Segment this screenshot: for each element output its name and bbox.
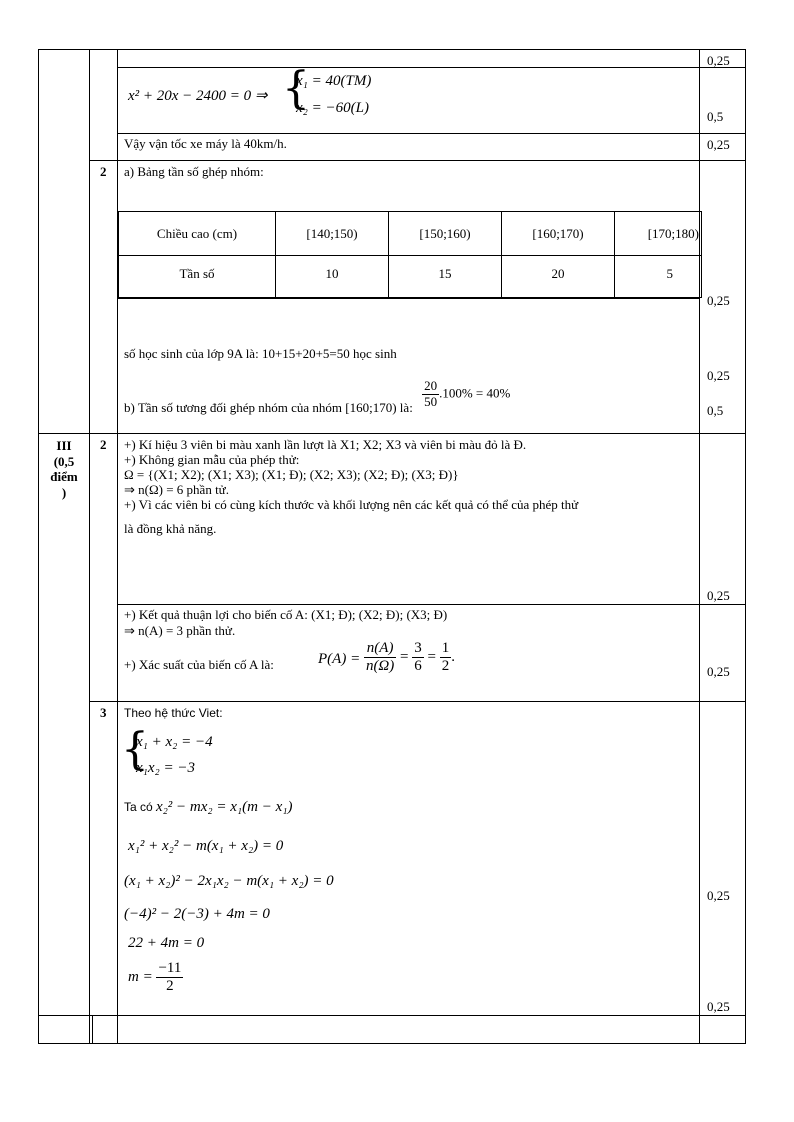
relative-frequency-fraction <box>422 379 439 410</box>
m-result <box>128 960 183 996</box>
derivation-start <box>124 799 292 816</box>
fraction-numerator: 3 <box>412 640 424 658</box>
fraction-numerator: 20 <box>424 378 438 393</box>
total-students: số học sinh của lớp 9A là: 10+15+20+5=50 học sinh <box>124 346 397 361</box>
derivation-step: 22 + 4m = 0 <box>128 935 205 951</box>
root-one: x₁ = 40(TM) <box>296 73 372 89</box>
column-divider-score <box>699 49 700 1044</box>
table-header-cell: [160;170) <box>502 212 615 256</box>
favorable-count: ⇒ n(A) = 3 phần thử. <box>124 623 236 638</box>
part-label-line: điểm <box>50 469 78 485</box>
period: . <box>451 649 455 666</box>
score-cell: 0,25 <box>707 588 730 603</box>
table-cell: 15 <box>389 256 502 298</box>
column-divider-part <box>89 49 90 1044</box>
table-header-cell: [140;150) <box>276 212 389 256</box>
equally-likely-note-cont: là đồng khả năng. <box>124 521 217 536</box>
m-fraction <box>156 960 183 996</box>
derivation-step: (x₁ + x₂)² − 2x₁x₂ − m(x₁ + x₂) = 0 <box>124 873 334 889</box>
question-number: 2 <box>100 437 107 452</box>
fraction-numerator: n(A) <box>364 640 396 658</box>
table-border-bottom <box>38 1043 746 1044</box>
system-brace: { <box>121 724 149 775</box>
fraction-numerator: 1 <box>440 640 452 658</box>
probability-fraction <box>364 640 396 676</box>
table-border-top <box>38 49 746 50</box>
row-line <box>89 160 746 161</box>
probability-lhs: P(A) = <box>318 651 361 668</box>
row-line <box>117 133 746 134</box>
system-brace: { <box>282 63 310 114</box>
row-line <box>38 433 746 434</box>
part-label <box>38 438 90 500</box>
fraction-denominator: 50 <box>424 393 438 409</box>
frequency-table-intro: a) Bảng tần số ghép nhóm: <box>124 164 264 179</box>
relative-frequency-text: b) Tần số tương đối ghép nhóm của nhóm [160;170) là: <box>124 400 413 416</box>
equally-likely-note: +) Vì các viên bi có cùng kích thước và khối lượng nên các kết quả có thể của phép thử <box>124 497 579 512</box>
taco-label: Ta có <box>124 800 153 814</box>
sample-space: Ω = {(X1; X2); (X1; X3); (X1; Đ); (X2; X3); (X2; Đ); (X3; Đ)} <box>124 467 459 482</box>
part-label-line: III <box>56 438 72 453</box>
score-cell: 0,25 <box>707 137 730 152</box>
score-cell: 0,25 <box>707 888 730 903</box>
part-label-line: (0,5 <box>53 453 75 469</box>
fraction-denominator: 2 <box>441 658 450 675</box>
equals-sign: = <box>396 649 413 666</box>
viet-intro: Theo hệ thức Viet: <box>124 706 223 720</box>
table-cell: 10 <box>276 256 389 298</box>
table-header-cell: Chiều cao (cm) <box>119 212 276 256</box>
table-cell: 20 <box>502 256 615 298</box>
score-cell: 0,5 <box>707 109 724 124</box>
root-two: x₂ = −60(L) <box>296 100 369 116</box>
viet-product: x₁x₂ = −3 <box>136 760 195 776</box>
viet-sum: x₁ + x₂ = −4 <box>136 734 213 750</box>
derivation-step: (−4)² − 2(−3) + 4m = 0 <box>124 906 270 922</box>
probability-label: +) Xác suất của biến cố A là: <box>124 657 274 672</box>
row-line <box>117 604 746 605</box>
column-divider-question <box>117 49 118 1044</box>
score-cell: 0,25 <box>707 53 730 68</box>
marble-notation: +) Kí hiệu 3 viên bi màu xanh lần lượt là X1; X2; X3 và viên bi màu đỏ là Đ. <box>124 437 527 452</box>
table-border-left <box>38 49 39 1044</box>
fraction-denominator: 6 <box>414 658 422 675</box>
part-label-line: ) <box>61 484 67 500</box>
probability-formula <box>318 640 455 676</box>
fraction-denominator: n(Ω) <box>365 658 395 675</box>
derivation-step: x₂² − mx₂ = x₁(m − x₁) <box>155 799 293 815</box>
sample-space-size: ⇒ n(Ω) = 6 phần tử. <box>124 482 229 497</box>
equals-sign: = <box>423 649 440 666</box>
speed-conclusion: Vậy vận tốc xe máy là 40km/h. <box>124 136 287 151</box>
score-cell: 0,25 <box>707 293 730 308</box>
sample-space-intro: +) Không gian mẫu của phép thử: <box>124 452 300 467</box>
probability-fraction <box>440 640 452 676</box>
score-cell: 0,25 <box>707 368 730 383</box>
row-line <box>117 298 700 299</box>
fraction-denominator: 2 <box>166 978 174 995</box>
score-cell: 0,5 <box>707 403 724 418</box>
row-line <box>89 701 746 702</box>
frequency-table <box>118 211 702 298</box>
relative-frequency-result: .100% = 40% <box>439 385 511 401</box>
column-divider-question-double <box>92 1016 93 1044</box>
table-header-cell: [170;180) <box>615 212 702 256</box>
row-line <box>117 67 746 68</box>
question-number: 2 <box>100 164 107 179</box>
quadratic-equation: x² + 20x − 2400 = 0 ⇒ <box>128 88 268 104</box>
table-header-cell: [150;160) <box>389 212 502 256</box>
table-cell: 5 <box>615 256 702 298</box>
table-cell: Tần số <box>119 256 276 298</box>
m-lhs: m = <box>128 969 153 986</box>
relative-frequency <box>124 378 511 416</box>
favorable-outcomes: +) Kết quả thuận lợi cho biến cố A: (X1; Đ); (X2; Đ); (X3; Đ) <box>124 607 448 622</box>
question-number: 3 <box>100 705 107 720</box>
score-cell: 0,25 <box>707 664 730 679</box>
derivation-step: x₁² + x₂² − m(x₁ + x₂) = 0 <box>128 838 284 854</box>
score-cell: 0,25 <box>707 999 730 1014</box>
row-line <box>38 1015 746 1016</box>
fraction-numerator: −11 <box>156 960 183 978</box>
probability-fraction <box>412 640 424 676</box>
